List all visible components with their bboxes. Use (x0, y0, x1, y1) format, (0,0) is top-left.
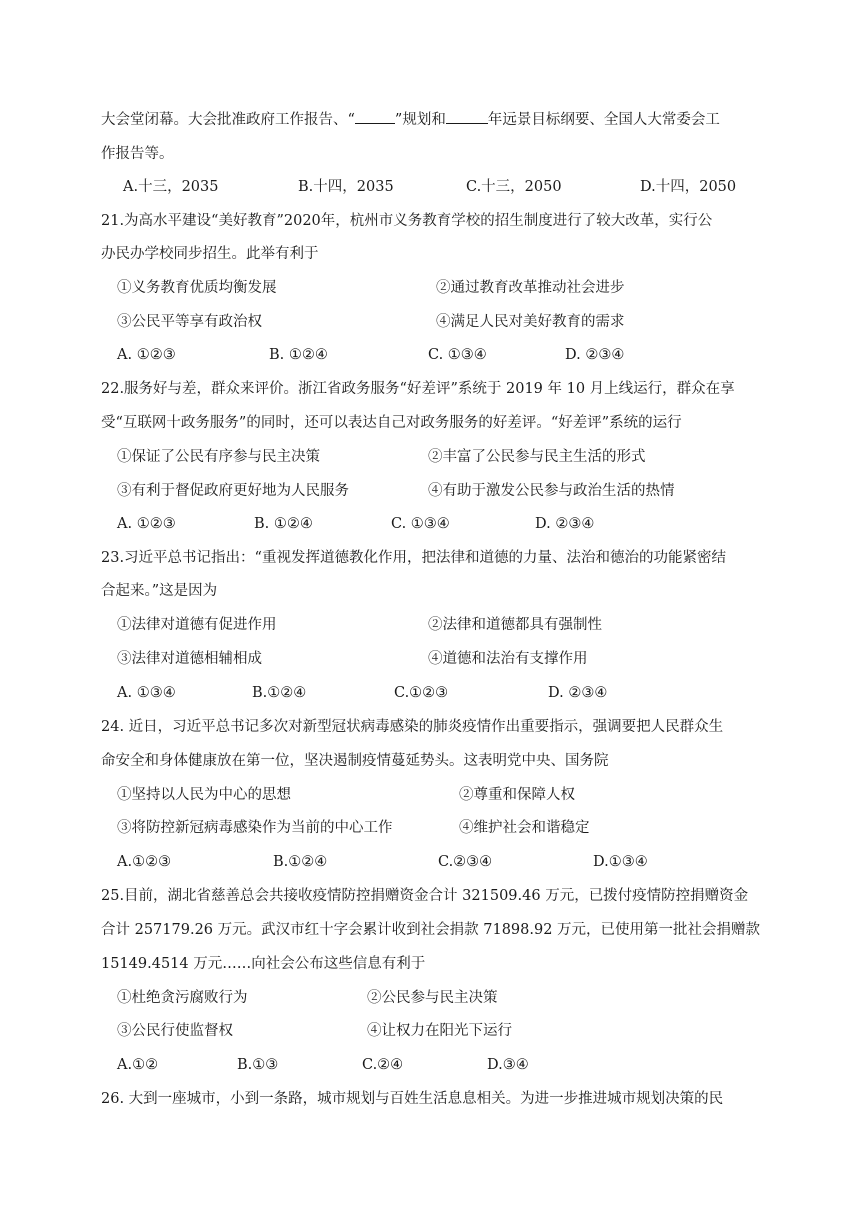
q23-statement-3: ③法律对道德相辅相成 (117, 651, 262, 667)
q21-statement-3: ③公民平等享有政治权 (117, 314, 262, 330)
q22-statement-2: ②丰富了公民参与民主生活的形式 (428, 449, 646, 465)
q23-option-b: B.①②④ (252, 685, 307, 701)
q24-option-b: B.①②④ (273, 854, 328, 870)
q25-statement-2: ②公民参与民主决策 (367, 990, 498, 1006)
q23-stem-line-1: 23.习近平总书记指出：“重视发挥道德教化作用，把法律和道德的力量、法治和德治的功能紧密结 (101, 550, 726, 566)
q21-option-c: C. ①③④ (428, 347, 487, 363)
q24-stem-line-1: 24. 近日，习近平总书记多次对新型冠状病毒感染的肺炎疫情作出重要指示，强调要把人民群众生 (101, 719, 724, 735)
q25-option-d: D.③④ (487, 1057, 529, 1073)
q24-option-c: C.②③④ (438, 854, 493, 870)
q25-option-a: A.①② (117, 1057, 159, 1073)
q24-statement-3: ③将防控新冠病毒感染作为当前的中心工作 (117, 820, 393, 836)
q20-text-line-1 (101, 109, 720, 130)
q20-text-b: ”规划和 (394, 112, 446, 128)
q21-statement-4: ④满足人民对美好教育的需求 (436, 314, 625, 330)
q21-statement-1: ①义务教育优质均衡发展 (117, 280, 277, 296)
q21-statement-2: ②通过教育改革推动社会进步 (436, 280, 625, 296)
blank-2 (446, 109, 488, 124)
q24-statement-4: ④维护社会和谐稳定 (459, 820, 590, 836)
q20-text-line-2: 作报告等。 (101, 146, 174, 162)
q24-statement-1: ①坚持以人民为中心的思想 (117, 787, 291, 803)
q22-option-a: A. ①②③ (117, 516, 176, 532)
q20-option-d: D.十四，2050 (640, 179, 737, 195)
q26-stem-line-1: 26. 大到一座城市，小到一条路，城市规划与百姓生活息息相关。为进一步推进城市规划决策的民 (101, 1091, 724, 1107)
q22-stem-line-1: 22.服务好与差，群众来评价。浙江省政务服务“好差评”系统于 2019 年 10 月上线运行，群众在享 (101, 381, 735, 397)
q25-option-c: C.②④ (362, 1057, 404, 1073)
q20-text-c: 年远景目标纲要、全国人大常委会工 (487, 112, 720, 128)
q24-option-a: A.①②③ (117, 854, 172, 870)
q24-statement-2: ②尊重和保障人权 (459, 787, 575, 803)
q20-option-b: B.十四，2035 (298, 179, 394, 195)
q25-stem-line-3: 15149.4514 万元……向社会公布这些信息有利于 (101, 956, 426, 972)
q22-stem-line-2: 受“互联网十政务服务”的同时，还可以表达自己对政务服务的好差评。“好差评”系统的运行 (101, 415, 682, 431)
q25-statement-3: ③公民行使监督权 (117, 1023, 233, 1039)
q22-statement-1: ①保证了公民有序参与民主决策 (117, 449, 320, 465)
q21-stem-line-2: 办民办学校同步招生。此举有利于 (101, 246, 319, 262)
q22-option-c: C. ①③④ (391, 516, 450, 532)
q25-statement-4: ④让权力在阳光下运行 (367, 1023, 512, 1039)
blank-1 (355, 109, 395, 124)
q23-option-d: D. ②③④ (548, 685, 608, 701)
q23-statement-4: ④道德和法治有支撑作用 (428, 651, 588, 667)
q22-statement-3: ③有利于督促政府更好地为人民服务 (117, 483, 349, 499)
q22-option-d: D. ②③④ (535, 516, 595, 532)
q25-stem-line-1: 25.目前，湖北省慈善总会共接收疫情防控捐赠资金合计 321509.46 万元，已拨付疫情防控捐赠资金 (101, 888, 749, 904)
q22-option-b: B. ①②④ (254, 516, 313, 532)
q22-statement-4: ④有助于激发公民参与政治生活的热情 (428, 483, 675, 499)
q21-option-a: A. ①②③ (117, 347, 176, 363)
q21-stem-line-1: 21.为高水平建设“美好教育”2020年，杭州市义务教育学校的招生制度进行了较大改革，实行公 (101, 213, 713, 229)
q20-option-a: A.十三，2035 (123, 179, 219, 195)
q25-stem-line-2: 合计 257179.26 万元。武汉市红十字会累计收到社会捐款 71898.92 万元，已使用第一批社会捐赠款 (101, 922, 761, 938)
q24-stem-line-2: 命安全和身体健康放在第一位，坚决遏制疫情蔓延势头。这表明党中央、国务院 (101, 753, 609, 769)
q20-option-c: C.十三，2050 (466, 179, 562, 195)
q23-statement-2: ②法律和道德都具有强制性 (428, 617, 602, 633)
q23-option-a: A. ①③④ (117, 685, 176, 701)
q20-text-a: 大会堂闭幕。大会批准政府工作报告、“ (101, 112, 355, 128)
q25-statement-1: ①杜绝贪污腐败行为 (117, 990, 248, 1006)
q25-option-b: B.①③ (237, 1057, 279, 1073)
q23-option-c: C.①②③ (394, 685, 449, 701)
q24-option-d: D.①③④ (593, 854, 648, 870)
q21-option-d: D. ②③④ (565, 347, 625, 363)
q21-option-b: B. ①②④ (269, 347, 328, 363)
q23-stem-line-2: 合起来。”这是因为 (101, 583, 218, 599)
q23-statement-1: ①法律对道德有促进作用 (117, 617, 277, 633)
